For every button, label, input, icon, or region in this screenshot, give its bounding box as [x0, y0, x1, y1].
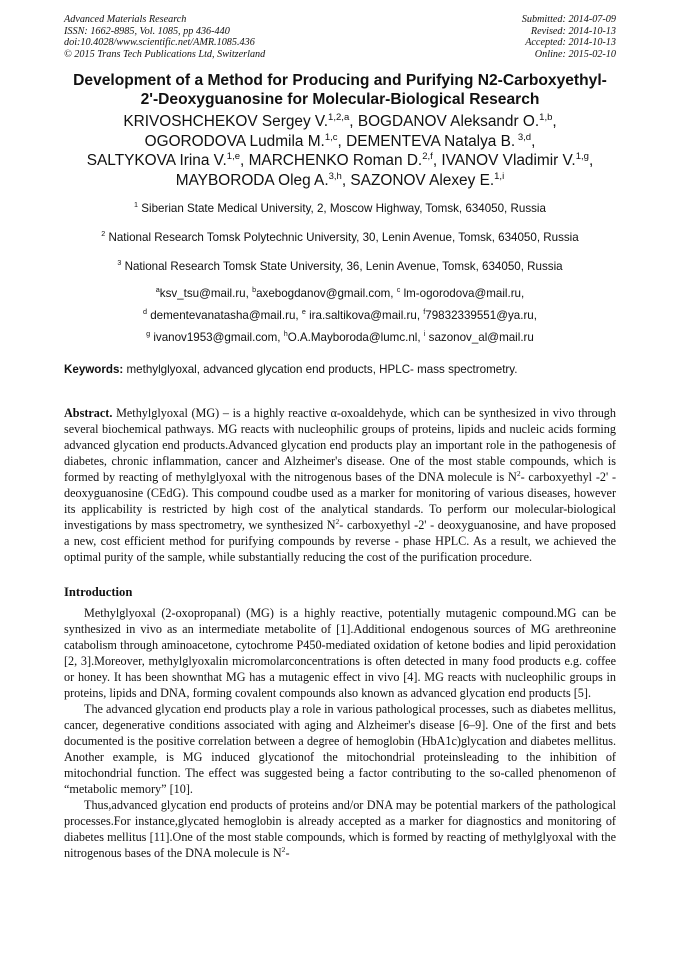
email-list [64, 283, 616, 350]
paragraph: The advanced glycation end products play a role in various pathological processes, such as diabetes mellitus, cancer, degenerative conditions associated with aging and Alzheimer's disease [6–9]. One of the first and bets documented is the positive correlation between a degree of hemoglobin (HbA1c)glycation and diabetes mellitus. Another example, is MG induced glycationof the mitochondrial proteinsleading to the inhibition of mitochondrial function. The effect was suggested being a factor contributing to the so-called phenomenon of “metabolic memory” [10]. [64, 701, 616, 796]
affiliation-number: 2 [101, 229, 106, 239]
author-affiliation-mark: 1,e [226, 151, 241, 163]
email-address: ksv_tsu@mail.ru, [159, 287, 253, 300]
author-affiliation-mark: 1,2,a [328, 112, 350, 124]
email-address: axebogdanov@gmail.com, [256, 287, 397, 300]
section-heading-introduction: Introduction [64, 584, 133, 599]
author-affiliation-mark: 3,d [515, 131, 532, 143]
date-online: Online: 2015-02-10 [534, 48, 616, 60]
email-address: dementevanatasha@mail.ru, [147, 309, 302, 323]
author-name: BOGDANOV Aleksandr O. [357, 113, 540, 131]
email-address: lm-ogorodova@mail.ru, [400, 287, 525, 300]
paragraph: Thus,advanced glycation end products of proteins and/or DNA may be potential markers of the pathological processes.For instance,glycated hemoglobin is already accepted as a marker for diagnostics and monitoring of diabetes mellitus [11].One of the most stable compounds, which is formed by reacting of methylglyoxal with the nitrogenous bases of the DNA molecule is $N^2-$ [64, 797, 616, 860]
title-line: 2'-Deoxyguanosine for Molecular-Biological Research [140, 91, 540, 109]
journal-copyright: © 2015 Trans Tech Publications Ltd, Switzerland [64, 48, 266, 60]
author-name: MARCHENKO Roman D. [248, 152, 423, 170]
email-line: $^d$ dementevanatasha@mail.ru, $^e$ ira.saltikova@mail.ru, $^f$79832339551@ya.ru, [143, 307, 537, 323]
author-line: MAYBORODA Oleg A.$^{3,h}$, SAZONOV Alexey E.$^{1,i}$ [175, 170, 505, 189]
author-list [64, 112, 616, 190]
title-line: Development of a Method for Producing and Purifying N2-Carboxyethyl- [73, 72, 607, 90]
affiliation-text: National Research Tomsk State University, 36, Lenin Avenue, Tomsk, 634050, Russia [121, 260, 563, 273]
email-line: $^g$ ivanov1953@gmail.com, $^h$O.A.Mayboroda@lumc.nl, $^i$ sazonov_al@mail.ru [146, 329, 534, 345]
journal-header [64, 14, 616, 60]
author-name: MAYBORODA Oleg A. [175, 171, 329, 189]
journal-issn: ISSN: 1662-8985, Vol. 1085, pp 436-440 [64, 25, 230, 37]
journal-info [64, 14, 265, 60]
submission-dates [522, 14, 616, 60]
affiliation-number: 3 [117, 258, 122, 268]
affiliation-number: 1 [134, 200, 139, 210]
date-submitted: Submitted: 2014-07-09 [521, 14, 616, 25]
email-address: ira.saltikova@mail.ru, [305, 309, 424, 323]
affiliation [64, 230, 616, 245]
affiliation-text: National Research Tomsk Polytechnic University, 30, Lenin Avenue, Tomsk, 634050, Russia [105, 231, 579, 244]
author-affiliation-mark: 1,c [324, 131, 338, 143]
author-line: OGORODOVA Ludmila M.$^{1,c}$, DEMENTEVA Natalya B. $^{3,d}$, [144, 131, 536, 150]
abstract-label: Abstract. [64, 405, 113, 420]
author-affiliation-mark: 1,b [539, 112, 553, 124]
journal-name: Advanced Materials Research [64, 14, 187, 25]
author-name: OGORODOVA Ludmila M. [144, 132, 325, 150]
author-name: SALTYKOVA Irina V. [86, 152, 227, 170]
affiliation [64, 201, 616, 216]
author-name: KRIVOSHCHEKOV Sergey V. [123, 113, 329, 131]
author-affiliation-mark: 1,i [494, 170, 505, 182]
email-address: O.A.Mayboroda@lumc.nl, [287, 331, 424, 345]
paragraph: Methylglyoxal (2-oxopropanal) (MG) is a highly reactive, potentially mutagenic compound.MG can be synthesized in vivo as an intermediate metabolite of [1].Additional endogenous sources of MG arethreonine catabolism through aminoacetone, cytochrome P450-mediated oxidation of ketone bodies and lipid peroxidation [2, 3].Moreover, methylglyoxalin micromolarconcentrations is often detected in many food products e.g. coffee or honey. It has been shownthat MG has a mutagenic effect in vivo [4]. MG reacts with nucleophilic groups in proteins, lipids and DNA, forming covalent compounds also known as advanced glycation end products [5]. [64, 605, 616, 700]
author-affiliation-mark: 3,h [328, 170, 342, 182]
author-line: SALTYKOVA Irina V.$^{1,e}$, MARCHENKO Roman D.$^{2,f}$, IVANOV Vladimir V.$^{1,g}$, [86, 151, 594, 170]
paper-title [64, 71, 616, 109]
journal-doi: doi:10.4028/www.scientific.net/AMR.1085.436 [64, 37, 255, 49]
keywords-text: methylglyoxal, advanced glycation end products, HPLC- mass spectrometry. [123, 362, 518, 376]
email-address: sazonov_al@mail.ru [425, 331, 534, 345]
author-affiliation-mark: 1,g [575, 151, 589, 163]
email-address: 79832339551@ya.ru, [425, 309, 537, 323]
keywords-label: Keywords: [64, 362, 124, 376]
author-name: IVANOV Vladimir V. [441, 152, 576, 170]
affiliation-text: Siberian State Medical University, 2, Moscow Highway, Tomsk, 634050, Russia [138, 202, 546, 215]
date-accepted: Accepted: 2014-10-13 [525, 37, 616, 49]
date-revised: Revised: 2014-10-13 [530, 25, 616, 37]
affiliation [64, 259, 616, 274]
author-name: DEMENTEVA Natalya B. [346, 132, 516, 150]
author-line: KRIVOSHCHEKOV Sergey V.$^{1,2,a}$, BOGDANOV Aleksandr O.$^{1,b}$, [123, 112, 557, 131]
email-line: $^a$ksv_tsu@mail.ru, $^b$axebogdanov@gmail.com, $^c$ lm-ogorodova@mail.ru, [155, 285, 525, 300]
author-name: SAZONOV Alexey E. [350, 171, 495, 189]
email-address: ivanov1953@gmail.com, [150, 331, 284, 345]
author-affiliation-mark: 2,f [422, 151, 433, 163]
abstract: Abstract. Methylglyoxal (MG) – is a highly reactive α-oxoaldehyde, which can be synthesized in vivo through several biochemical pathways. MG reacts with nucleophilic groups of proteins, lipids and nucleic acids forming advanced glycation end products.Advanced glycation end products play an important role in the pathogenesis of diabetes, chronic inflammation, cancer and Alzheimer's disease. One of the most stable compounds, which is formed by reacting of methylglyoxal with the nitrogenous bases of the DNA molecule is $N^2-$ carboxyethyl -2' - deoxyguanosine (CEdG). This compound coudbe used as a marker for monitoring of various diseases, however its applicability is restricted by high cost of the analytical standards. To perform our molecular-biological investigations by mass spectrometry, we synthesized $N^2-$ carboxyethyl -2' - deoxyguanosine, and have proposed a new, cost efficient method for purifying compounds by reverse - phase HPLC. As a result, we achieved the optimal purity of the sample, while substantially reducing the cost of the purification procedure. [64, 405, 617, 564]
keywords [64, 363, 616, 376]
